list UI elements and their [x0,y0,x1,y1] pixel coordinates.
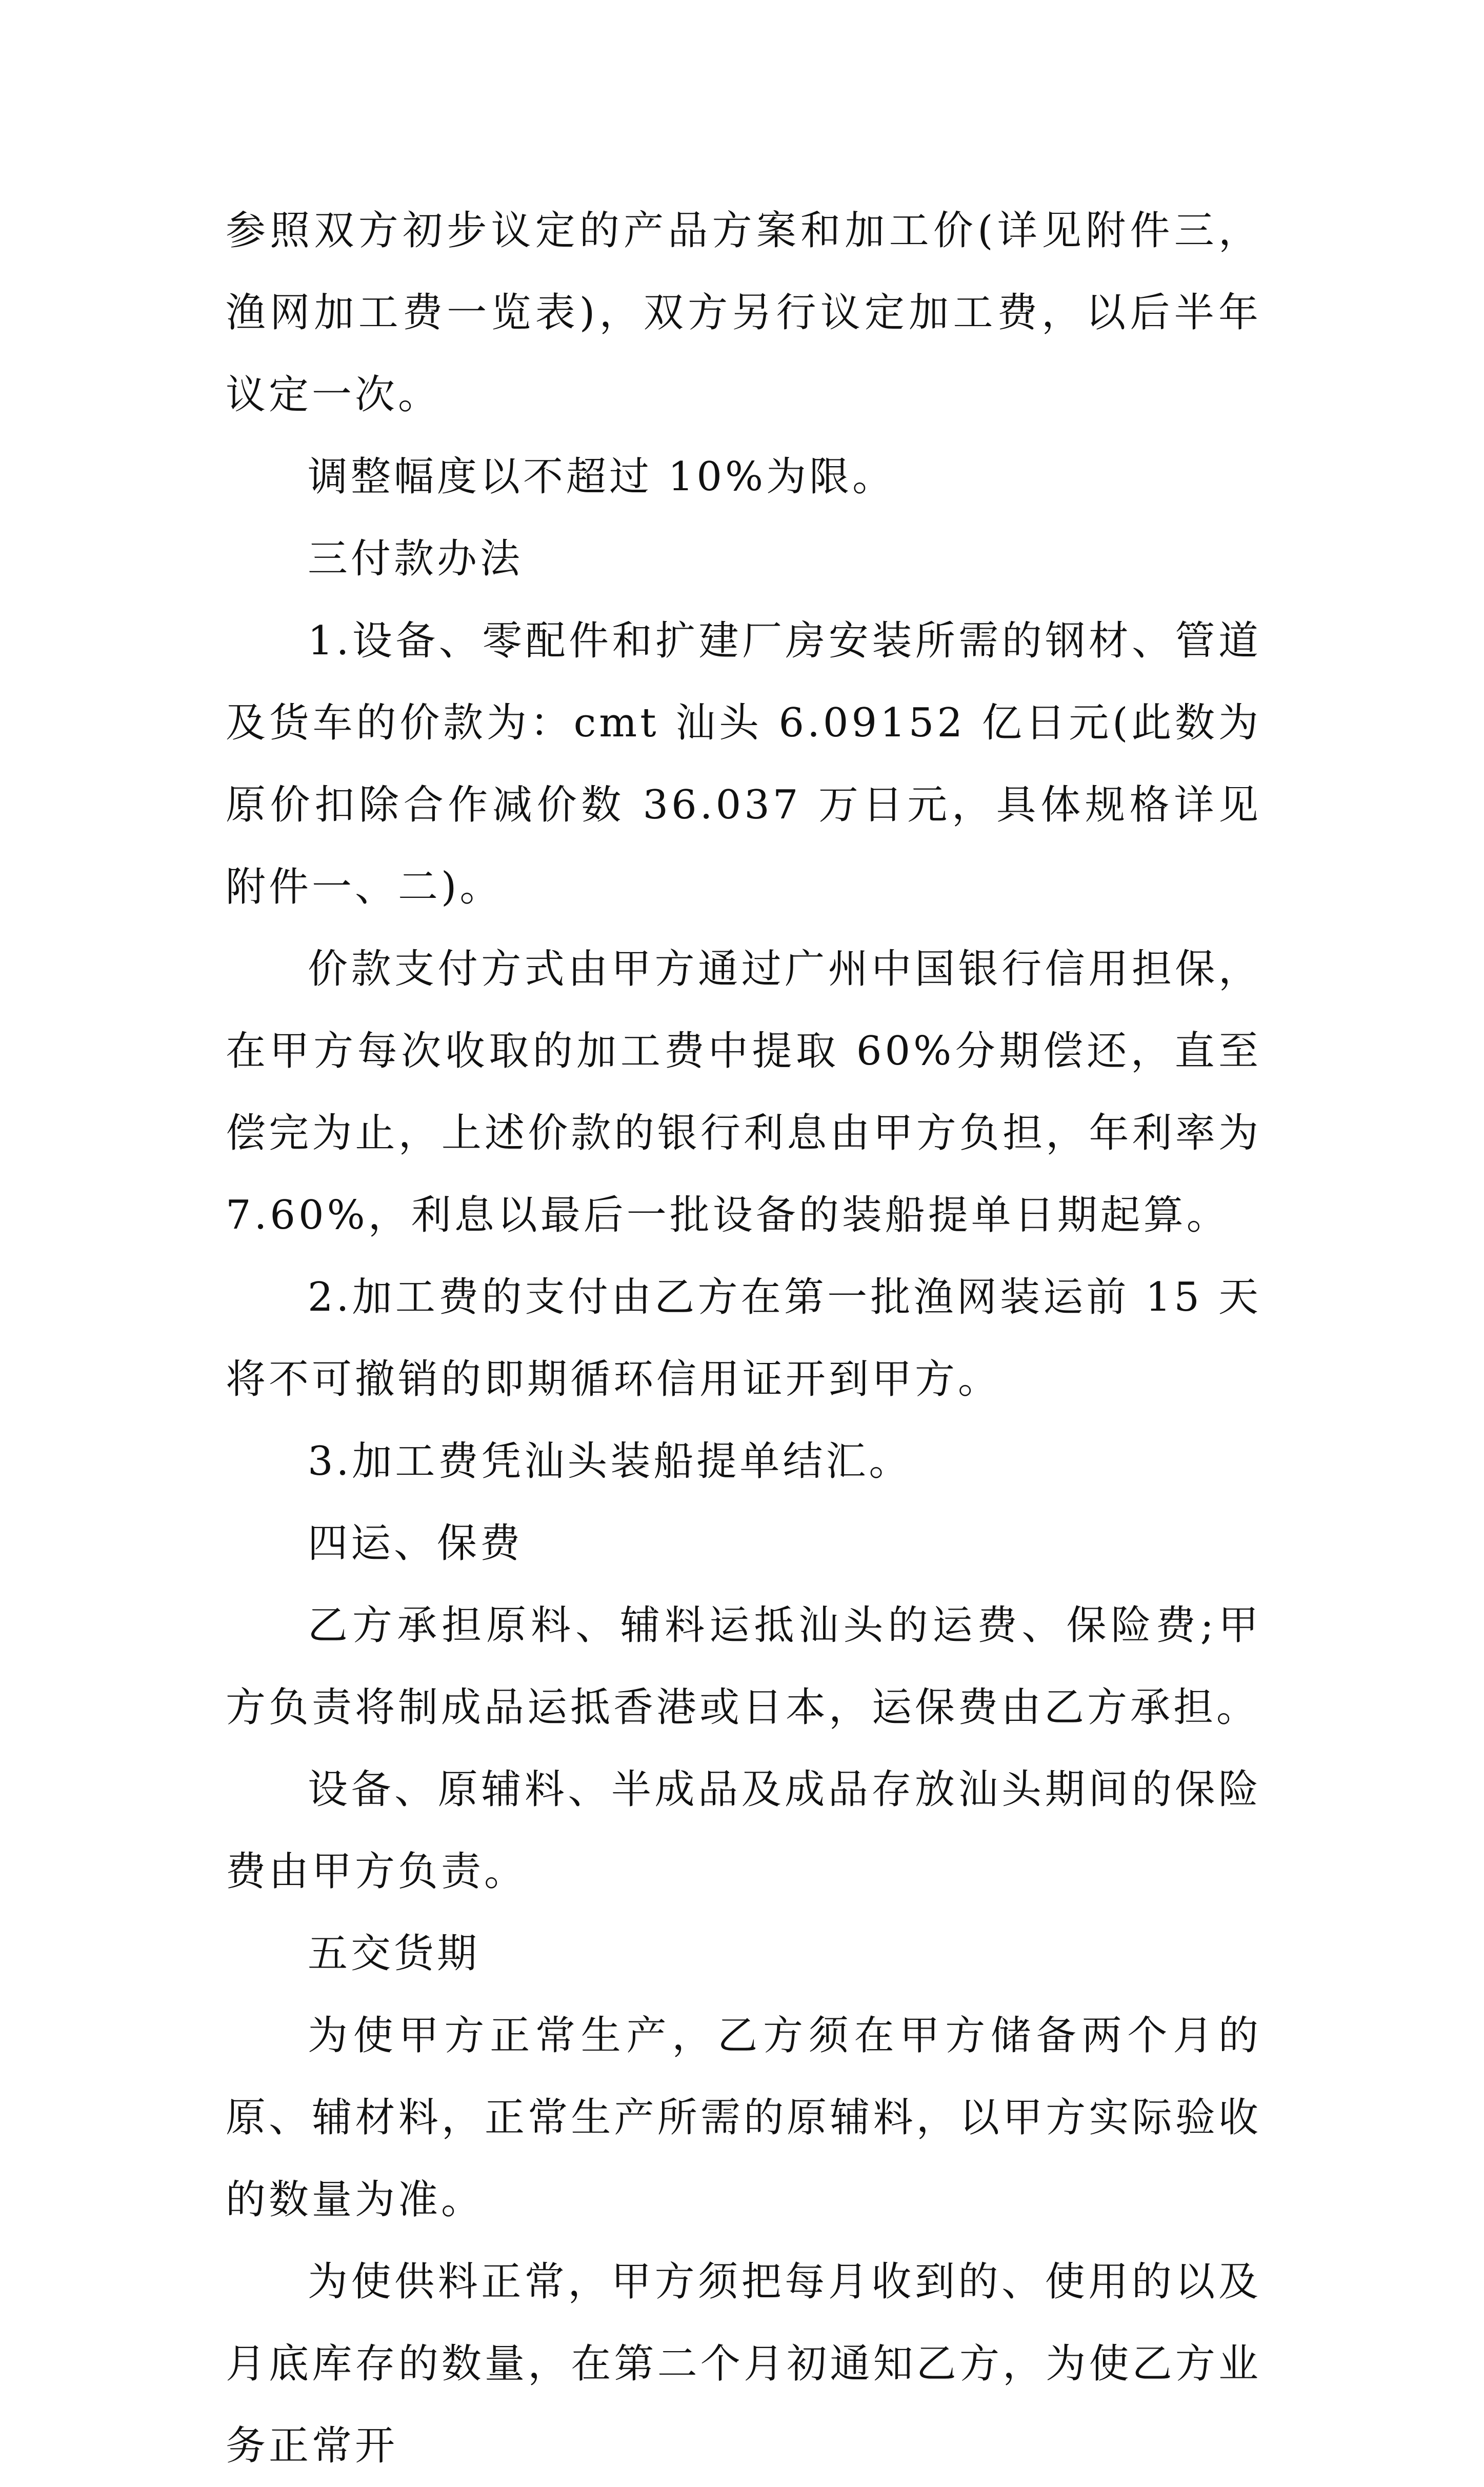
paragraph-fee-payment: 2.加工费的支付由乙方在第一批渔网装运前 15 天将不可撤销的即期循环信用证开到甲方。 [226,1274,1261,1402]
paragraph-payment-method: 价款支付方式由甲方通过广州中国银行信用担保，在甲方每次收取的加工费中提取 60%分期偿还，直至偿完为止，上述价款的银行利息由甲方负担，年利率为 7.60%，利息以最后一批设备的装船提单日期起算。 [226,946,1261,1238]
paragraph-equipment-price: 1.设备、零配件和扩建厂房安装所需的钢材、管道及货车的价款为：cmt 汕头 6.09152 亿日元(此数为原价扣除合作减价数 36.037 万日元，具体规格详见附件一、二)。 [226,618,1261,910]
paragraph-material-reserve: 为使甲方正常生产，乙方须在甲方储备两个月的原、辅材料，正常生产所需的原辅料，以甲方实际验收的数量为准。 [226,2013,1261,2223]
paragraph-fee-settlement: 3.加工费凭汕头装船提单结汇。 [308,1438,912,1485]
section-heading-payment: 三付款办法 [308,536,524,582]
document-body [226,190,1261,2487]
paragraph-freight-responsibility: 乙方承担原料、辅料运抵汕头的运费、保险费;甲方负责将制成品运抵香港或日本，运保费由乙方承担。 [226,1602,1261,1731]
paragraph-processing-fee: 参照双方初步议定的产品方案和加工价(详见附件三，渔网加工费一览表)，双方另行议定加工费，以后半年议定一次。 [226,208,1261,418]
paragraph-inventory-notice: 为使供料正常，甲方须把每月收到的、使用的以及月底库存的数量，在第二个月初通知乙方，为使乙方业务正常开 [226,2259,1261,2469]
section-heading-delivery: 五交货期 [308,1931,480,1977]
section-heading-freight-insurance: 四运、保费 [308,1520,524,1567]
paragraph-storage-insurance: 设备、原辅料、半成品及成品存放汕头期间的保险费由甲方负责。 [226,1767,1261,1895]
paragraph-adjustment-limit: 调整幅度以不超过 10%为限。 [308,454,896,500]
